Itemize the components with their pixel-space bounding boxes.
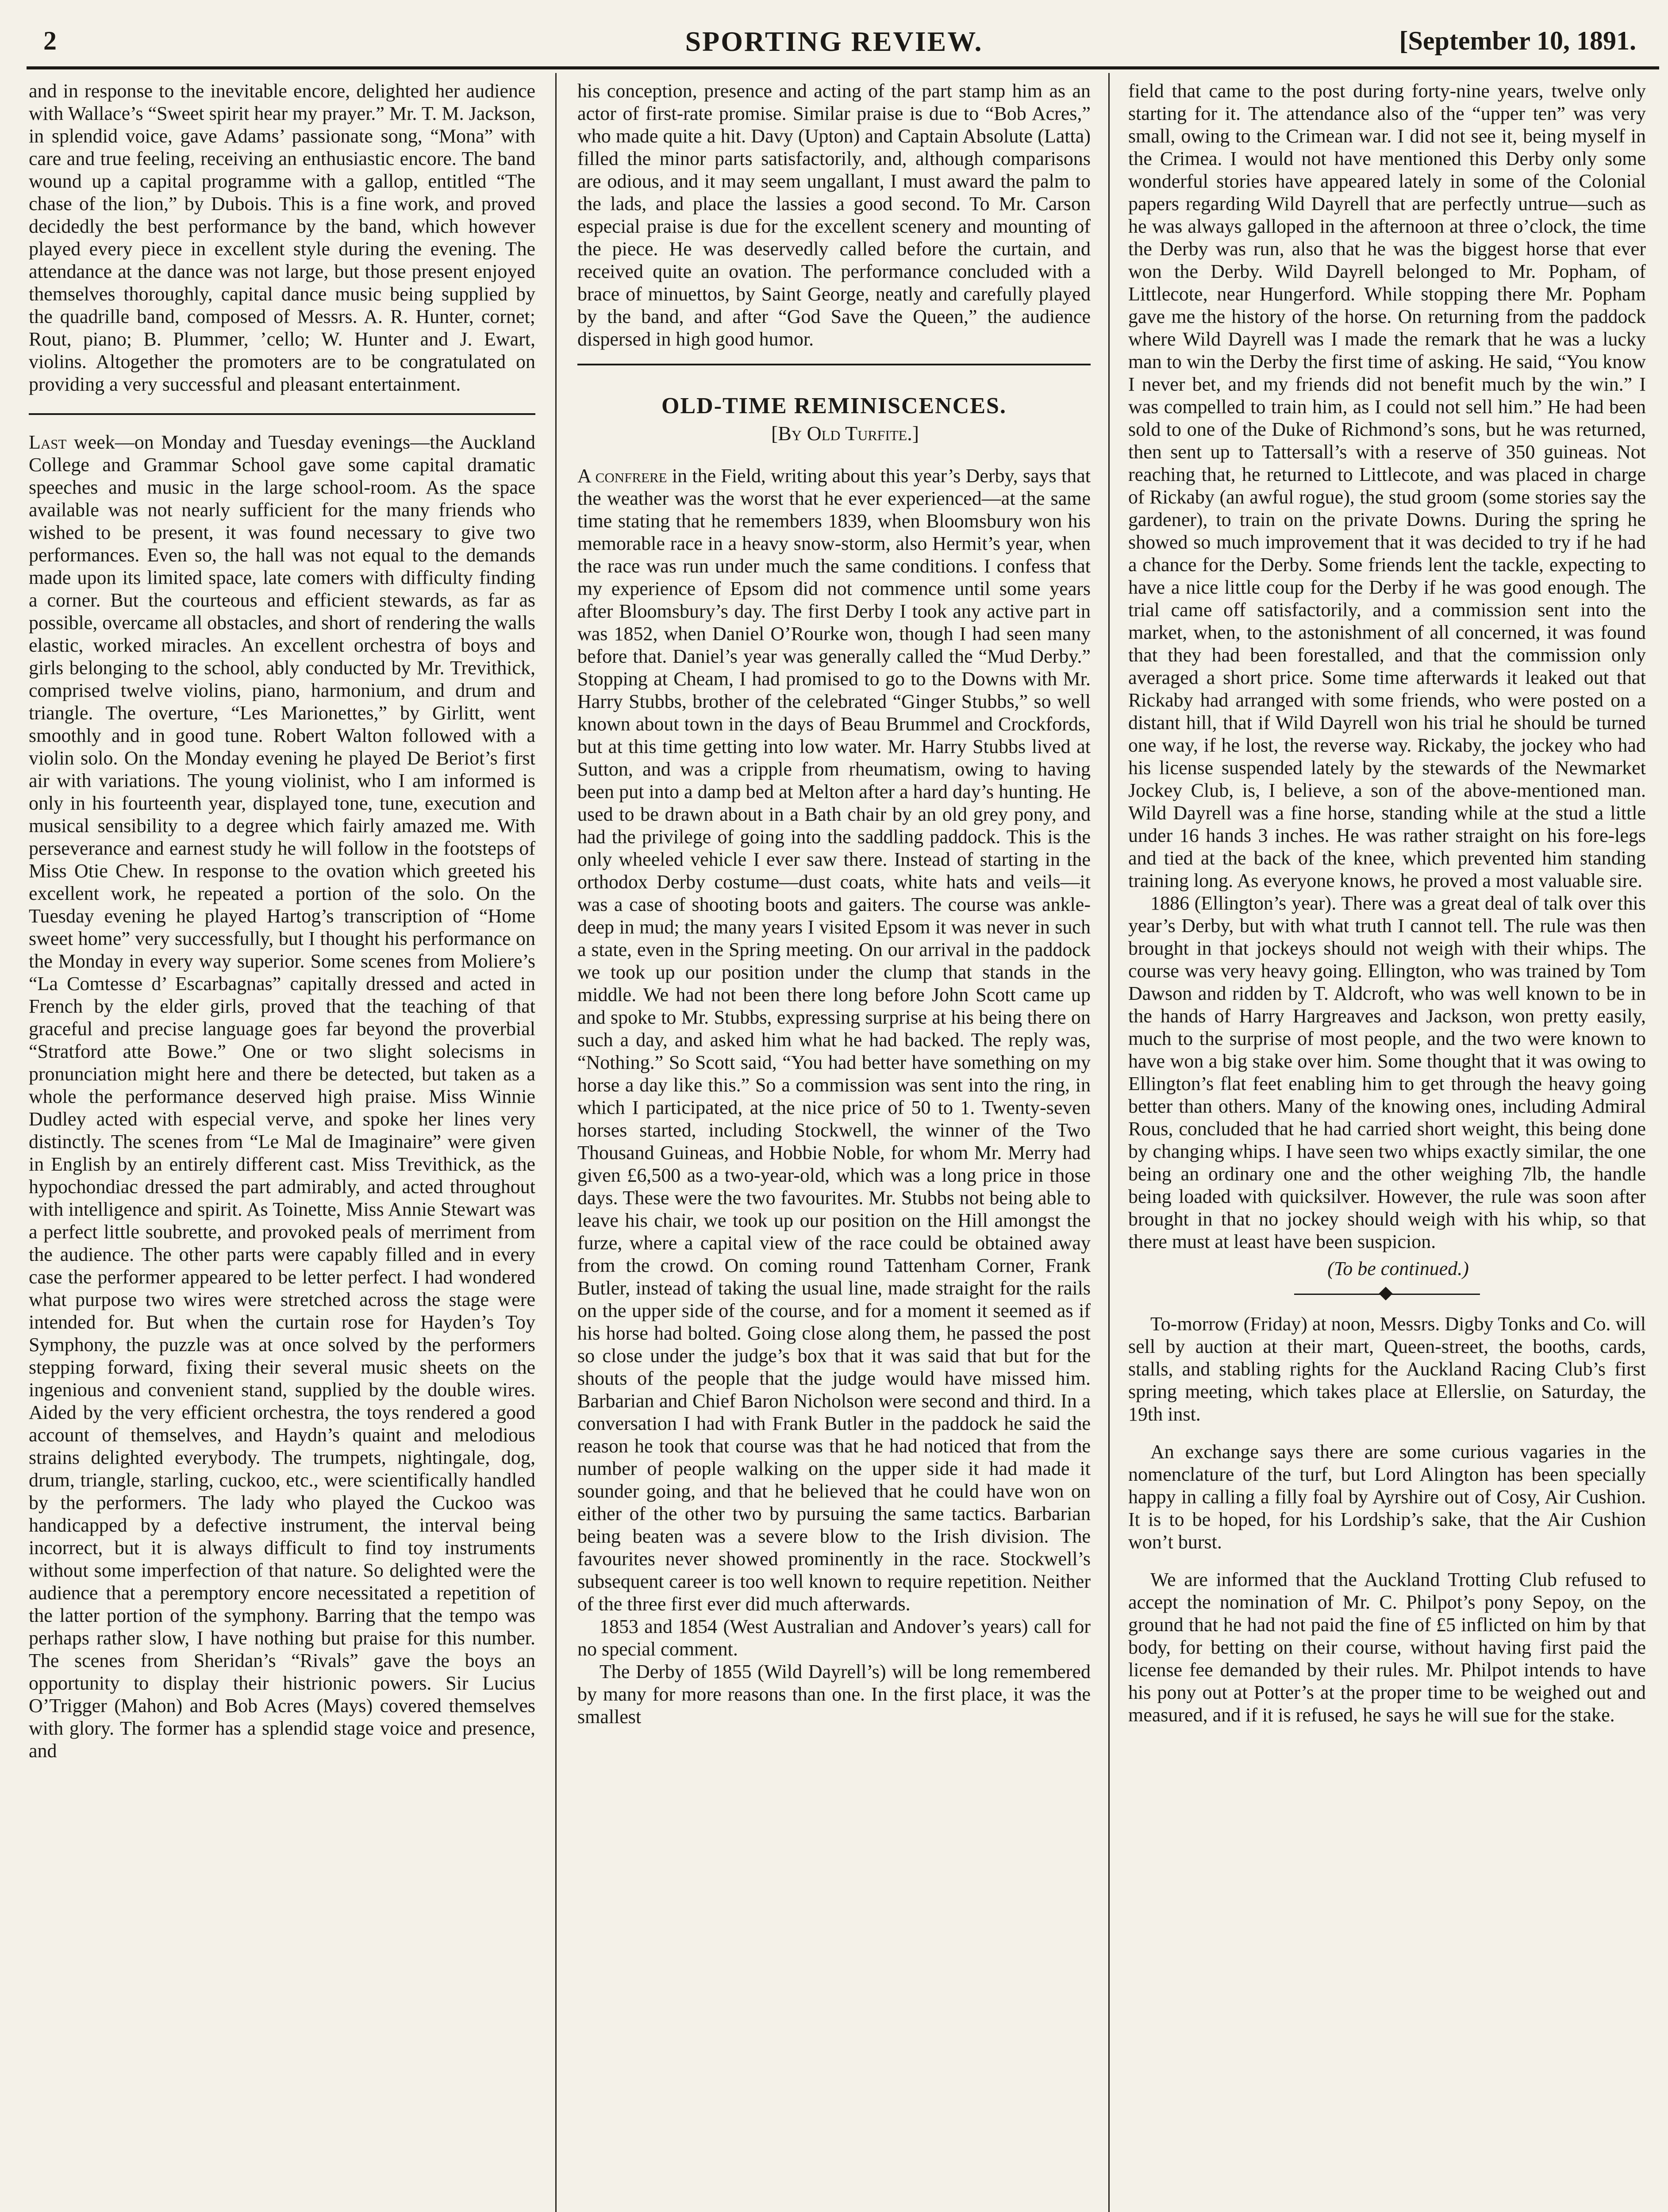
article-paragraph: 1853 and 1854 (West Australian and Andover’s years) call for no special comment. xyxy=(577,1616,1091,1660)
column-divider xyxy=(1108,73,1110,2212)
paragraph-text: week—on Monday and Tuesday evenings—the Auckland College and Grammar School gave some capital dramatic speeches and music in the large school-room. As the space available was not nearly sufficient for the many friends who wished to be present, it was found necessary to give two performances. Even so, the hall was not equal to the demands made upon its limited space, late comers with difficulty finding a corner. But the courteous and efficient stewards, as far as possible, overcame all obstacles, and short of rendering the walls elastic, worked miracles. An excellent orchestra of boys and girls belonging to the school, ably conducted by Mr. Trevithick, comprised twelve violins, piano, harmonium, and drum and triangle. The overture, “Les Marionettes,” by Girlitt, went smoothly and in good tune. Robert Walton followed with a violin solo. On the Monday evening he played De Beriot’s first air with variations. The young violinist, who I am informed is only in his fourteenth year, displayed tone, tune, execution and musical sensibility to a degree which fairly amazed me. With perseverance and earnest study he will follow in the footsteps of Miss Otie Chew. In response to the ovation which greeted his excellent work, he repeated a portion of the solo. On the Tuesday evening he played Hartog’s transcription of “Home sweet home” very successfully, but I thought his performance on the Monday in every way superior. Some scenes from Moliere’s “La Comtesse d’ Escarbagnas” capitally dressed and acted in French by the elder girls, proved that the teaching of that graceful and precise language goes far beyond the proverbial “Stratford atte Bowe.” One or two slight solecisms in pronunciation might here and there be detected, but taken as a whole the performance deserved high praise. Miss Winnie Dudley acted with especial verve, and spoke her lines very distinctly. The scenes from “Le Mal de Imaginaire” were given in English by an entirely different cast. Miss Trevithick, as the hypochondiac dressed the part admirably, and acted throughout with intelligence and spirit. As Toinette, Miss Annie Stewart was a perfect little soubrette, and provoked peals of merriment from the audience. The other parts were capably filled and in every case the performer appeared to be letter perfect. I had wondered what purpose two wires were stretched across the stage were intended for. But when the curtain rose for Hayden’s Toy Symphony, the puzzle was at once solved by the performers stepping forward, fixing their several music sheets on the ingenious and convenient stand, supplied by the double wires. Aided by the very efficient orchestra, the toys rendered a good account of themselves, and Haydn’s quaint and melodious strains delighted everybody. The trumpets, nightingale, dog, drum, triangle, starling, cuckoo, etc., were scientifically handled by the performers. The lady who played the Cuckoo was handicapped by a defective instrument, the interval being incorrect, but it is always difficult to find toy instruments without some imperfection of that nature. So delighted were the audience that a peremptory encore necessitated a repetition of the latter portion of the symphony. Barring that the tempo was perhaps rather slow, I have nothing but praise for this number. The scenes from Sheridan’s “Rivals” gave the boys an opportunity to display their histrionic powers. Sir Lucius O’Trigger (Mahon) and Bob Acres (Mays) covered themselves with glory. The former has a splendid stage voice and presence, and xyxy=(29,431,535,1762)
article-paragraph: field that came to the post during forty-nine years, twelve only starting for it. The attendance also of the “upper ten” was very small, owing to the Crimean war. I did not see it, being myself in the Crimea. I would not have mentioned this Derby only some wonderful stories have appeared lately in some of the Colonial papers regarding Wild Dayrell that are perfectly untrue—such as he was always galloped in the afternoon at three o’clock, the time the Derby was run, also that he was the biggest horse that ever won the Derby. Wild Dayrell belonged to Mr. Popham, of Littlecote, near Hungerford. While stopping there Mr. Popham gave me the history of the horse. On returning from the paddock where Wild Dayrell was I made the remark that he was a lucky man to win the Derby the first time of asking. He said, “You know I never bet, and my friends did not benefit much by the win.” I was compelled to train him, as I could not sell him.” He had been sold to one of the Duke of Richmond’s sons, but he was returned, then sent up to Tattersall’s with a reserve of 350 guineas. Not reaching that, he returned to Littlecote, and was placed in charge of Rickaby (an awful rogue), the stud groom (some stories say the gardener), to train on the private Downs. During the spring he showed so much improvement that it was decided to try if he had a chance for the Derby. Some friends lent the tackle, expecting to have a nice little coup for the Derby if he was good enough. The trial came off satisfactorily, and a commission sent into the market, when, to the astonishment of all concerned, it was found that they had been forestalled, and that the commission only averaged a short price. Some time afterwards it leaked out that Rickaby had arranged with some friends, who were posted on a distant hill, that if Wild Dayrell won his trial he should be turned one way, if he lost, the reverse way. Rickaby, the jockey who had his license suspended lately by the stewards of the Newmarket Jockey Club, is, I believe, a son of the above-mentioned man. Wild Dayrell was a fine horse, standing while at the stud a little under 16 hands 3 inches. He was rather straight on his fore-legs and tied at the back of the knee, which prevented him standing training long. As everyone knows, he proved a most valuable sire. xyxy=(1128,80,1646,891)
article-paragraph: and in response to the inevitable encore, delighted her audience with Wallace’s “Sweet spirit hear my prayer.” Mr. T. M. Jackson, in splendid voice, gave Adams’ passionate song, “Mona” with care and true feeling, receiving an enthusiastic encore. The band wound up a capital programme with a gallop, entitled “The chase of the lion,” by Dubois. This is a fine work, and proved decidedly the best performance by the band, which however played every piece in excellent style during the evening. The attendance at the dance was not large, but those present enjoyed themselves thoroughly, capital dance music being supplied by the quadrille band, composed of Messrs. A. R. Hunter, cornet; Rout, piano; B. Plummer, ’cello; W. Hunter and J. Ewart, violins. Altogether the promoters are to be congratulated on providing a very successful and pleasant entertainment. xyxy=(29,80,535,395)
article-separator xyxy=(577,364,1091,365)
issue-date: [September 10, 1891. xyxy=(1399,26,1636,55)
column-2 xyxy=(577,80,1091,2212)
paragraph-gap xyxy=(1128,1425,1646,1440)
article-paragraph xyxy=(29,431,535,1762)
column-1 xyxy=(29,80,535,2212)
article-paragraph: The Derby of 1855 (Wild Dayrell’s) will be long remembered by many for more reasons than one. In the first place, it was the smallest xyxy=(577,1661,1091,1728)
paragraph-text: in the Field, writing about this year’s Derby, says that the weather was the worst that he ever experienced—at the same time stating that he remembers 1839, when Bloomsbury won his memorable race in a heavy snow-storm, also Hermit’s year, when the race was run under much the same conditions. I confess that my experience of Epsom did not commence until some years after Bloomsbury’s day. The first Derby I took any active part in was 1852, when Daniel O’Rourke won, though I had seen many before that. Daniel’s year was generally called the “Mud Derby.” Stopping at Cheam, I had promised to go to the Downs with Mr. Harry Stubbs, brother of the celebrated “Ginger Stubbs,” so well known about town in the days of Beau Brummel and Crockfords, but at this time getting into low water. Mr. Harry Stubbs lived at Sutton, and was a cripple from rheumatism, owing to having been put into a damp bed at Melton after a hard day’s hunting. He used to be drawn about in a Bath chair by an old grey pony, and had the privilege of going into the saddling paddock. This is the only wheeled vehicle I ever saw there. Instead of starting in the orthodox Derby costume—dust coats, white hats and veils—it was a case of shooting boots and gaiters. The course was ankle-deep in mud; the many years I visited Epsom it was never in such a state, even in the Spring meeting. On our arrival in the paddock we took up our position under the clump that stands in the middle. We had not been there long before John Scott came up and spoke to Mr. Stubbs, expressing surprise at his being there on such a day, and asked him what he had backed. The reply was, “Nothing.” So Scott said, “You had better have something on my horse a day like this.” So a commission was sent into the ring, in which I participated, at the nice price of 50 to 1. Twenty-seven horses started, including Stockwell, the winner of the Two Thousand Guineas, and Hobbie Noble, for whom Mr. Merry had given £6,500 as a two-year-old, which was a long price in those days. These were the two favourites. Mr. Stubbs not being able to leave his chair, we took up our position on the Hill amongst the furze, where a capital view of the race could be obtained away from the crowd. On coming round Tattenham Corner, Frank Butler, instead of taking the usual line, made straight for the rails on the upper side of the course, and for a moment it seemed as if his horse had bolted. Going close along them, he passed the post so close under the judge’s box that it was said that but for the shouts of the people that the judge would have missed him. Barbarian and Chief Baron Nicholson were second and third. In a conversation I had with Frank Butler in the paddock he said the reason he took that course was that he had noticed that from the number of people walking on the upper side it had made it sounder going, and that he believed that he could have won on either of the other two by pursuing the same tactics. Barbarian being beaten was a severe blow to the Irish division. The favourites never showed prominently in the race. Stockwell’s subsequent career is too well known to require repetition. Neither of the three first ever did much afterwards. xyxy=(577,465,1091,1615)
article-paragraph: his conception, presence and acting of the part stamp him as an actor of first-rate promise. Similar praise is due to “Bob Acres,” who made quite a hit. Davy (Upton) and Captain Absolute (Latta) filled the minor parts satisfactorily, and, although comparisons are odious, and it may seem ungallant, I must award the palm to the lads, and place the lassies a good second. To Mr. Carson especial praise is due for the excellent scenery and mounting of the piece. He was deservedly called before the curtain, and received quite an ovation. The performance concluded with a brace of minuettos, by Saint George, neatly and carefully played by the band, and after “God Save the Queen,” the audience dispersed in high good humor. xyxy=(577,80,1091,350)
article-heading: OLD-TIME REMINISCENCES. xyxy=(661,393,1007,419)
lead-word: A confrere xyxy=(577,465,667,487)
lead-word: Last xyxy=(29,431,67,453)
masthead-rule xyxy=(27,66,1659,69)
article-paragraph: 1886 (Ellington’s year). There was a great deal of talk over this year’s Derby, but with what truth I cannot tell. The rule was then brought in that jockeys should not weigh with their whips. The course was very heavy going. Ellington, who was trained by Tom Dawson and ridden by T. Aldcroft, who was well known to be in the hands of Harry Hargreaves and Jackson, won pretty easily, much to the surprise of most people, and the two were known to have won a big stake over him. Some thought that it was owing to Ellington’s flat feet enabling him to get through the heavy going better than others. Many of the knowing ones, including Admiral Rous, concluded that he had carried short weight, this being done by changing whips. I have seen two whips exactly similar, the one being an ordinary one and the other weighing 7lb, the handle being loaded with quicksilver. However, the rule was soon after brought in that no jockey should weigh with his whip, so that there must at least have been suspicion. xyxy=(1128,892,1646,1252)
column-divider xyxy=(555,73,557,2212)
ornamental-divider xyxy=(1294,1291,1480,1297)
continued-note: (To be continued.) xyxy=(1327,1258,1469,1279)
paragraph-gap xyxy=(1128,1553,1646,1568)
article-paragraph xyxy=(577,465,1091,1615)
article-paragraph: To-morrow (Friday) at noon, Messrs. Digby Tonks and Co. will sell by auction at their mart, Queen-street, the booths, cards, stalls, and stabling rights for the Auckland Racing Club’s first spring meeting, which takes place at Ellerslie, on Saturday, the 19th inst. xyxy=(1128,1313,1646,1425)
publication-title: SPORTING REVIEW. xyxy=(685,26,983,57)
page-number: 2 xyxy=(43,26,57,55)
masthead xyxy=(0,0,1668,66)
article-paragraph: We are informed that the Auckland Trotting Club refused to accept the nomination of Mr. C. Philpot’s pony Sepoy, on the ground that he had not paid the fine of £5 inflicted on him by that body, for betting on their course, without having first paid the license fee demanded by their rules. Mr. Philpot intends to have his pony out at Potter’s at the proper time to be weighed out and measured, and if it is refused, he says he will sue for the stake. xyxy=(1128,1569,1646,1726)
article-separator xyxy=(29,413,535,415)
column-3 xyxy=(1128,80,1646,2212)
article-byline: [By Old Turfite.] xyxy=(771,422,919,445)
article-paragraph: An exchange says there are some curious vagaries in the nomenclature of the turf, but Lord Alington has been specially happy in calling a filly foal by Ayrshire out of Cosy, Air Cushion. It is to be hoped, for his Lordship’s sake, that the Air Cushion won’t burst. xyxy=(1128,1441,1646,1553)
